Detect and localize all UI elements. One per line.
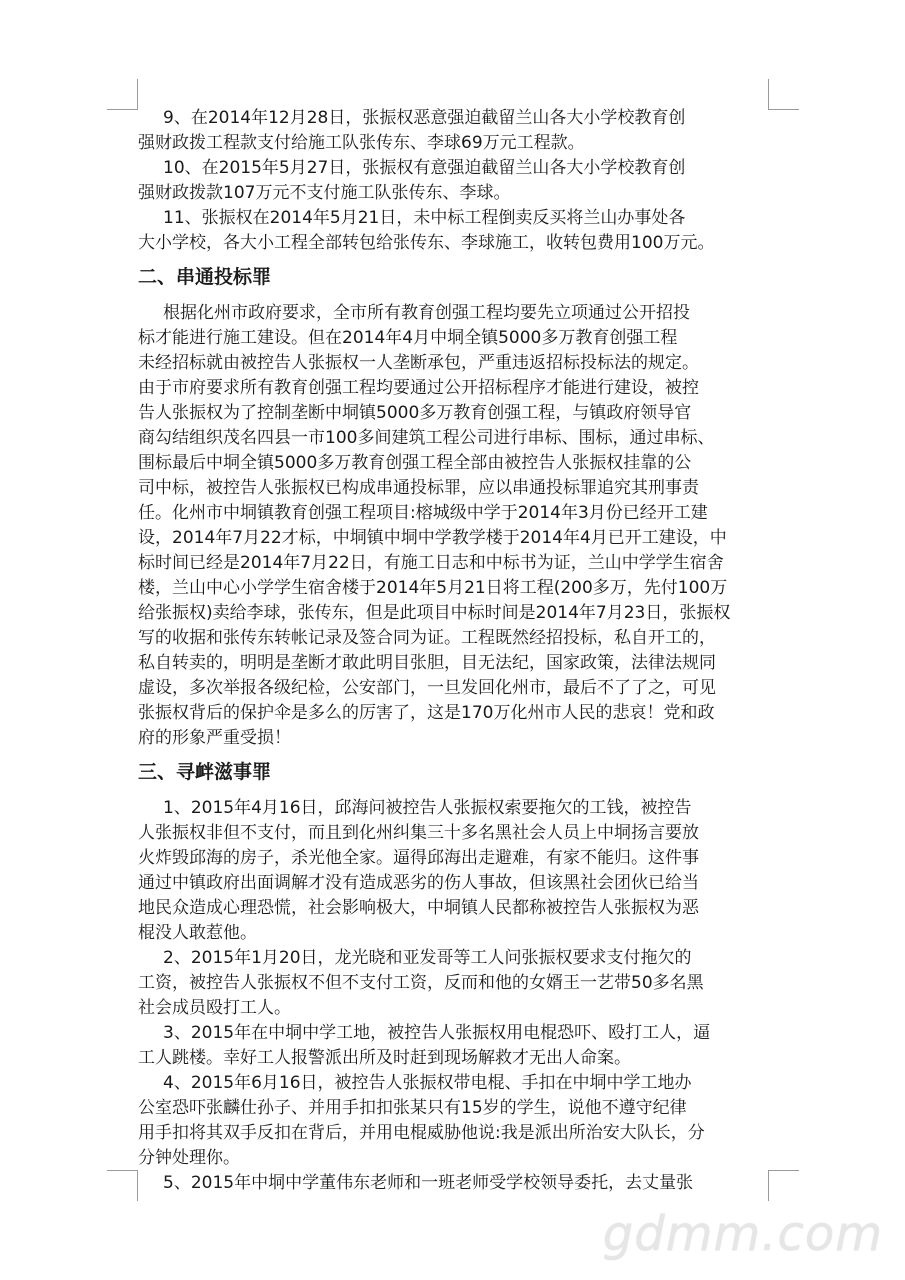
text-line: 未经招标就由被控告人张振权一人垄断承包，严重违返招标投标法的规定。 xyxy=(138,353,699,373)
crop-mark-bottom-right xyxy=(768,1170,799,1201)
site-watermark: gdmm.com xyxy=(602,1206,883,1262)
crop-mark-top-left xyxy=(107,79,138,110)
text-line: 由于市府要求所有教育创强工程均要通过公开招标程序才能进行建设，被控 xyxy=(138,378,699,398)
text-line: 2、2015年1月20日，龙光晓和亚发哥等工人问张振权要求支付拖欠的 xyxy=(163,948,692,968)
text-line: 用手扣将其双手反扣在背后，并用电棍威胁他说:我是派出所治安大队长，分 xyxy=(138,1123,705,1143)
item-10 xyxy=(138,156,772,206)
text-line: 地民众造成心理恐慌，社会影响极大，中垌镇人民都称被控告人张振权为恶 xyxy=(138,898,699,918)
text-line: 设，2014年7月22才标，中垌镇中垌中学教学楼于2014年4月已开工建设，中 xyxy=(138,528,727,548)
item-9 xyxy=(138,106,772,156)
text-line: 强财政拨工程款支付给施工队张传东、李球69万元工程款。 xyxy=(138,133,585,153)
text-line: 人张振权非但不支付，而且到化州纠集三十多名黑社会人员上中垌扬言要放 xyxy=(138,823,699,843)
text-line: 11、张振权在2014年5月21日，未中标工程倒卖反买将兰山办事处各 xyxy=(163,208,686,228)
text-line: 火炸毁邱海的房子，杀光他全家。逼得邱海出走避难，有家不能归。这件事 xyxy=(138,848,699,868)
document-body xyxy=(138,106,772,1196)
section-2-paragraph xyxy=(138,301,772,751)
text-line: 给张振权)卖给李球，张传东，但是此项目中标时间是2014年7月23日，张振权 xyxy=(138,603,731,623)
text-line: 工人跳楼。幸好工人报警派出所及时赶到现场解救才无出人命案。 xyxy=(138,1048,631,1068)
text-line: 9、在2014年12月28日，张振权恶意强迫截留兰山各大小学校教育创 xyxy=(163,108,686,128)
text-line: 通过中镇政府出面调解才没有造成恶劣的伤人事故，但该黑社会团伙已给当 xyxy=(138,873,699,893)
text-line: 标时间已经是2014年7月22日，有施工日志和中标书为证，兰山中学学生宿舍 xyxy=(138,553,724,573)
text-line: 楼，兰山中心小学学生宿舍楼于2014年5月21日将工程(200多万，先付100万 xyxy=(138,578,728,598)
text-line: 工资，被控告人张振权不但不支付工资，反而和他的女婿王一艺带50多名黑 xyxy=(138,973,704,993)
text-line: 任。化州市中垌镇教育创强工程项目:榕城级中学于2014年3月份已经开工建 xyxy=(138,503,708,523)
text-line: 根据化州市政府要求，全市所有教育创强工程均要先立项通过公开招投 xyxy=(163,303,690,323)
section-3-item-1 xyxy=(138,796,772,946)
text-line: 告人张振权为了控制垄断中垌镇5000多万教育创强工程，与镇政府领导官 xyxy=(138,403,692,423)
section-heading-collusive-bidding: 二、串通投标罪 xyxy=(138,266,272,288)
text-line: 司中标，被控告人张振权已构成串通投标罪，应以串通投标罪追究其刑事责 xyxy=(138,478,699,498)
section-3-item-4 xyxy=(138,1071,772,1171)
crop-mark-bottom-left xyxy=(107,1170,138,1201)
crop-mark-top-right xyxy=(768,79,799,110)
section-heading-provoking-trouble: 三、寻衅滋事罪 xyxy=(138,761,272,783)
text-line: 3、2015年在中垌中学工地，被控告人张振权用电棍恐吓、殴打工人，逼 xyxy=(163,1023,711,1043)
text-line: 写的收据和张传东转帐记录及签合同为证。工程既然经招投标，私自开工的， xyxy=(138,628,716,648)
text-line: 府的形象严重受损！ xyxy=(138,728,291,748)
text-line: 虚设，多次举报各级纪检，公安部门，一旦发回化州市，最后不了了之，可见 xyxy=(138,678,716,698)
text-line: 1、2015年4月16日，邱海问被控告人张振权索要拖欠的工钱，被控告 xyxy=(163,798,692,818)
item-11 xyxy=(138,206,772,256)
text-line: 4、2015年6月16日，被控告人张振权带电棍、手扣在中垌中学工地办 xyxy=(163,1073,692,1093)
text-line: 标才能进行施工建设。但在2014年4月中垌全镇5000多万教育创强工程 xyxy=(138,328,678,348)
text-line: 商勾结组织茂名四县一市100多间建筑工程公司进行串标、围标，通过串标、 xyxy=(138,428,715,448)
text-line: 分钟处理你。 xyxy=(138,1148,240,1168)
text-line: 5、2015年中垌中学董伟东老师和一班老师受学校领导委托，去丈量张 xyxy=(163,1173,694,1193)
text-line: 私自转卖的，明明是垄断才敢此明目张胆，目无法纪，国家政策，法律法规同 xyxy=(138,653,716,673)
text-line: 10、在2015年5月27日，张振权有意强迫截留兰山各大小学校教育创 xyxy=(163,158,686,178)
text-line: 强财政拨款107万元不支付施工队张传东、李球。 xyxy=(138,183,511,203)
text-line: 棍没人敢惹他。 xyxy=(138,923,257,943)
section-3-item-2 xyxy=(138,946,772,1021)
text-line: 大小学校，各大小工程全部转包给张传东、李球施工，收转包费用100万元。 xyxy=(138,233,715,253)
text-line: 围标最后中垌全镇5000多万教育创强工程全部由被控告人张振权挂靠的公 xyxy=(138,453,692,473)
text-line: 公室恐吓张麟仕孙子、并用手扣扣张某只有15岁的学生，说他不遵守纪律 xyxy=(138,1098,687,1118)
text-line: 社会成员殴打工人。 xyxy=(138,998,291,1018)
text-line: 张振权背后的保护伞是多么的厉害了，这是170万化州市人民的悲哀！党和政 xyxy=(138,703,715,723)
section-3-item-3 xyxy=(138,1021,772,1071)
section-3-item-5 xyxy=(138,1171,772,1196)
